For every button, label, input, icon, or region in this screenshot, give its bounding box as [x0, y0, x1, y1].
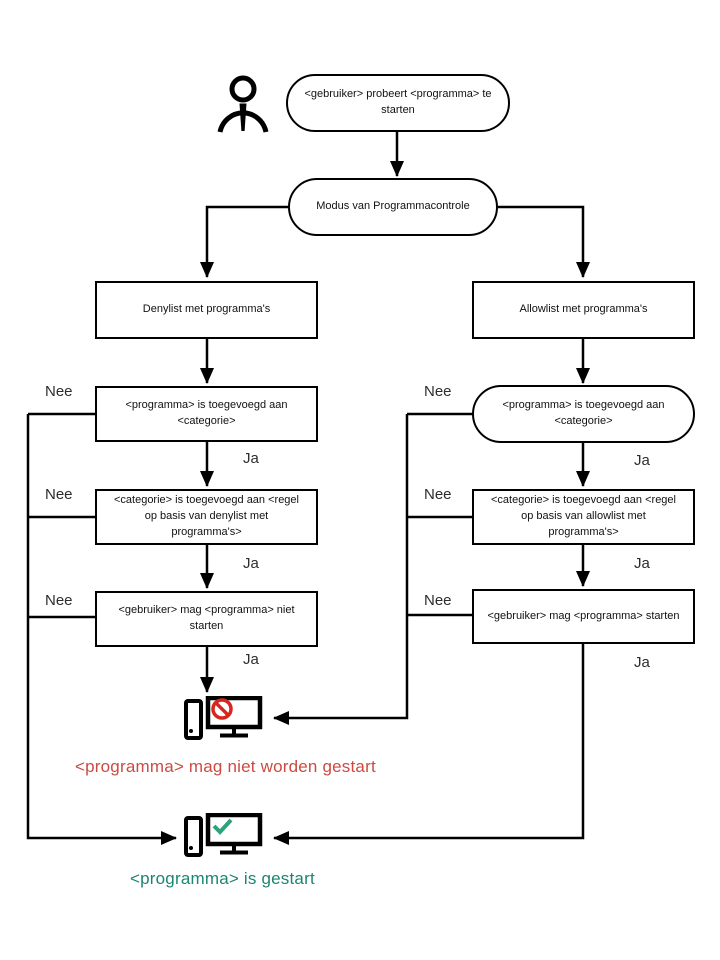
node-deny-rule: <categorie> is toegevoegd aan <regel op basis van denylist met programma's>	[95, 489, 318, 545]
label-ja-allow-result: Ja	[634, 654, 650, 671]
edge-allow-result-to-started	[274, 644, 583, 838]
edge-mode-to-allowlist	[498, 207, 583, 277]
caption-blocked: <programma> mag niet worden gestart	[75, 757, 376, 776]
node-deny-result: <gebruiker> mag <programma> niet starten	[95, 591, 318, 647]
label-nee-allow-result: Nee	[424, 592, 452, 609]
node-allow-rule: <categorie> is toegevoegd aan <regel op basis van allowlist met programma's>	[472, 489, 695, 545]
edge-mode-to-denylist	[207, 207, 290, 277]
computer-started-icon	[183, 813, 265, 859]
label-nee-deny-category: Nee	[45, 383, 73, 400]
label-nee-deny-rule: Nee	[45, 486, 73, 503]
label-nee-allow-category: Nee	[424, 383, 452, 400]
label-nee-allow-rule: Nee	[424, 486, 452, 503]
computer-blocked-icon	[183, 696, 265, 742]
node-denylist: Denylist met programma's	[95, 281, 318, 339]
label-ja-allow-category: Ja	[634, 452, 650, 469]
node-allow-in-category: <programma> is toegevoegd aan <categorie>	[472, 385, 695, 443]
node-allow-result: <gebruiker> mag <programma> starten	[472, 589, 695, 644]
label-ja-deny-rule: Ja	[243, 555, 259, 572]
label-ja-allow-rule: Ja	[634, 555, 650, 572]
caption-started: <programma> is gestart	[130, 869, 315, 888]
node-start: <gebruiker> probeert <programma> te starten	[286, 74, 510, 132]
node-mode: Modus van Programmacontrole	[288, 178, 498, 236]
label-ja-deny-category: Ja	[243, 450, 259, 467]
edge-right-nee-collector-to-blocked	[274, 414, 407, 718]
label-nee-deny-result: Nee	[45, 592, 73, 609]
node-allowlist: Allowlist met programma's	[472, 281, 695, 339]
node-deny-in-category: <programma> is toegevoegd aan <categorie>	[95, 386, 318, 442]
label-ja-deny-result: Ja	[243, 651, 259, 668]
user-icon	[215, 75, 271, 133]
